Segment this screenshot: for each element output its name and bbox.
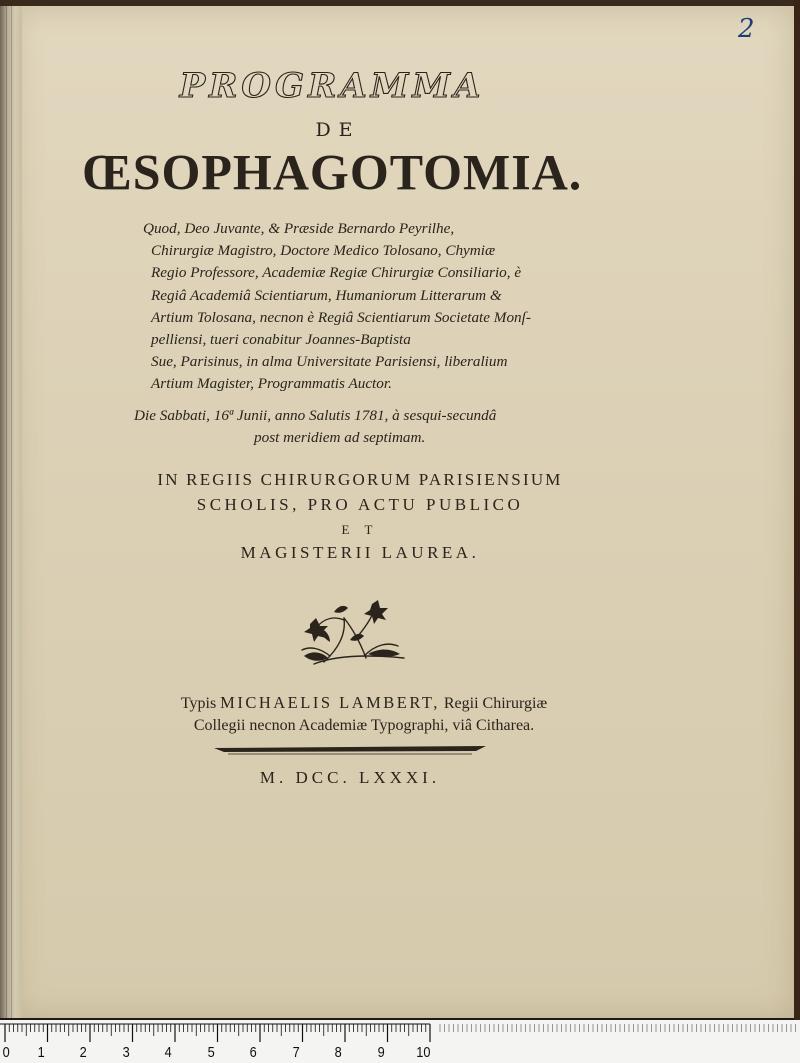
ruler-label: 9 bbox=[377, 1044, 385, 1061]
ruler-label: 3 bbox=[122, 1044, 130, 1061]
title-de: DE bbox=[315, 119, 361, 141]
paragraph-line: Artium Tolosana, necnon è Regiâ Scientiarum Societate Monſ- bbox=[151, 308, 531, 326]
title-programma: PROGRAMMA bbox=[179, 66, 485, 106]
paragraph-line: Chirurgiæ Magistro, Doctore Medico Tolosano, Chymiæ bbox=[151, 242, 496, 260]
printer-name: MICHAELIS LAMBERT, bbox=[220, 693, 440, 712]
date-line: post meridiem ad septimam. bbox=[254, 429, 426, 447]
floral-ornament-icon bbox=[294, 598, 408, 668]
paragraph-line: Quod, Deo Juvante, & Præside Bernardo Peyrilhe, bbox=[143, 220, 455, 237]
ruler-label: 7 bbox=[292, 1044, 300, 1061]
ruler-label: 4 bbox=[164, 1044, 172, 1061]
ruler-label: 0 bbox=[2, 1044, 10, 1061]
tapered-rule bbox=[214, 745, 486, 755]
ruler-label: 1 bbox=[37, 1044, 45, 1061]
printer-prefix: Typis bbox=[180, 695, 217, 712]
quod-paragraph bbox=[143, 218, 591, 396]
paragraph-line: Regio Professore, Academiæ Regiæ Chirurgiæ Consiliario, è bbox=[151, 264, 522, 282]
scan-right-border bbox=[794, 0, 800, 1020]
printer-line-1 bbox=[134, 692, 594, 715]
paragraph-line: Regiâ Academiâ Scientiarum, Humaniorum Litterarum & bbox=[151, 286, 502, 304]
ruler-label: 8 bbox=[334, 1044, 342, 1061]
location-line-2: SCHOLIS, PRO ACTU PUBLICO bbox=[196, 495, 524, 514]
ruler-label: 10 bbox=[416, 1044, 431, 1061]
ruler-ticks bbox=[0, 1020, 800, 1063]
printer-line-2: Collegii necnon Academiæ Typographi, viâ Citharea. bbox=[193, 717, 535, 734]
publication-year: M. DCC. LXXXI. bbox=[259, 768, 441, 787]
location-line-3: E T bbox=[341, 522, 379, 537]
paragraph-line: Artium Magister, Programmatis Auctor. bbox=[151, 375, 392, 393]
paragraph-line: Sue, Parisinus, in alma Universitate Parisiensi, liberalium bbox=[151, 353, 508, 371]
ruler-label: 2 bbox=[79, 1044, 87, 1061]
ruler-label: 5 bbox=[207, 1044, 215, 1061]
location-line-1: IN REGIIS CHIRURGORUM PARISIENSIUM bbox=[157, 470, 563, 489]
ruler-label: 6 bbox=[249, 1044, 257, 1061]
folio-mark: 2 bbox=[738, 14, 755, 44]
printer-suffix: Regii Chirurgiæ bbox=[443, 695, 548, 712]
paragraph-line: pelliensi, tueri conabitur Joannes-Baptista bbox=[151, 331, 411, 349]
date-paragraph bbox=[134, 405, 582, 449]
location-line-4: MAGISTERII LAUREA. bbox=[240, 543, 480, 562]
page-title: ŒSOPHAGOTOMIA. bbox=[81, 143, 583, 201]
date-line: Die Sabbati, 16ª Junii, anno Salutis 1781, à sesqui-secundâ bbox=[134, 407, 497, 424]
scale-ruler bbox=[0, 1020, 800, 1063]
